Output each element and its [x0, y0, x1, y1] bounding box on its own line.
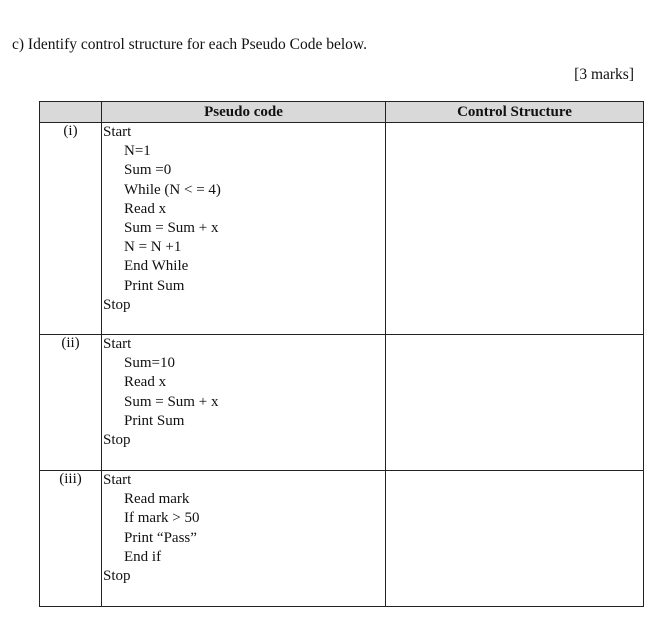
- marks-label: [3 marks]: [574, 66, 634, 83]
- code-line: Print “Pass”: [124, 529, 197, 546]
- header-control-structure: Control Structure: [386, 102, 644, 123]
- code-line: Stop: [103, 296, 131, 313]
- code-line: Read x: [124, 200, 167, 217]
- pseudo-code-cell: [102, 123, 386, 335]
- code-line: Start: [103, 336, 132, 352]
- code-line: If mark > 50: [124, 510, 200, 527]
- code-line: End if: [124, 548, 162, 565]
- code-line: Start: [103, 124, 132, 140]
- header-number: [40, 102, 102, 123]
- question-text: c) Identify control structure for each Pseudo Code below.: [12, 36, 367, 53]
- row-label: (ii): [40, 335, 102, 471]
- code-line: Read mark: [124, 491, 190, 508]
- code-line: Sum=10: [124, 355, 175, 372]
- control-structure-answer[interactable]: [386, 471, 644, 607]
- pseudo-code-cell: [102, 471, 386, 607]
- pseudo-code-cell: [102, 335, 386, 471]
- code-line: Read x: [124, 374, 167, 391]
- code-line: Print Sum: [124, 277, 185, 294]
- code-line: End While: [124, 258, 189, 275]
- pseudo-code-table: [39, 101, 644, 607]
- control-structure-answer[interactable]: [386, 335, 644, 471]
- code-line: While (N < = 4): [124, 181, 221, 198]
- header-pseudo-code: Pseudo code: [102, 102, 386, 123]
- code-line: Sum =0: [124, 162, 172, 179]
- code-line: N = N +1: [124, 239, 182, 256]
- table-row: [40, 335, 644, 471]
- code-line: Stop: [103, 432, 131, 449]
- table-row: [40, 123, 644, 335]
- code-line: Print Sum: [124, 412, 185, 429]
- code-line: Sum = Sum + x: [124, 393, 219, 410]
- row-label: (i): [40, 123, 102, 335]
- table-header-row: [40, 102, 644, 123]
- code-line: Stop: [103, 568, 131, 585]
- table-row: [40, 471, 644, 607]
- control-structure-answer[interactable]: [386, 123, 644, 335]
- code-line: Sum = Sum + x: [124, 220, 219, 237]
- code-line: Start: [103, 472, 132, 488]
- code-line: N=1: [124, 143, 151, 160]
- row-label: (iii): [40, 471, 102, 607]
